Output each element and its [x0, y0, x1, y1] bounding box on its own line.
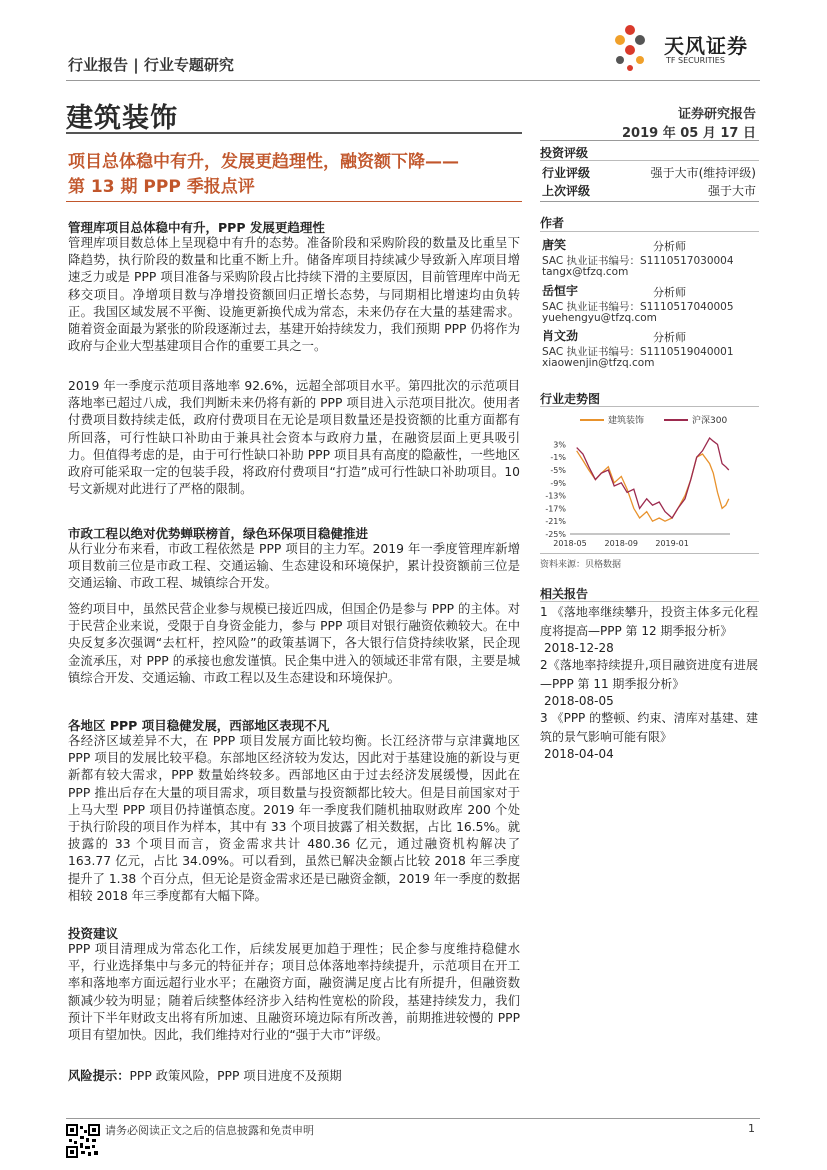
prev-rating-label: 上次评级	[542, 184, 591, 198]
paragraph: 从行业分布来看，市政工程依然是 PPP 项目的主力军。2019 年一季度管理库新增项目数前三位是市政工程、交通运输、生态建设和环境保护，累计投资额前三位是交通运输、市政工程、城镇综合开发。	[68, 542, 520, 591]
sidebar-divider	[540, 553, 759, 554]
author-email[interactable]: xiaowenjin@tfzq.com	[542, 357, 655, 369]
related-report[interactable]: 2《落地率持续提升,项目融资进度有进展—PPP 第 11 期季报分析》	[540, 658, 758, 691]
author-cert: SAC 执业证书编号：S1110517030004	[542, 255, 734, 267]
sidebar-divider	[540, 406, 759, 407]
section-heading: 各地区 PPP 项目稳健发展，西部地区表现不凡	[68, 718, 330, 733]
author-cert: SAC 执业证书编号：S1110517040005	[542, 301, 734, 313]
author-name: 肖文劲	[542, 329, 579, 343]
logo-text: 天风证券	[664, 34, 748, 58]
sidebar-divider	[540, 231, 759, 232]
rating-label: 行业评级	[542, 166, 591, 180]
y-tick-label: -1%	[550, 453, 566, 463]
author-name: 唐笑	[542, 238, 567, 252]
risk-note	[68, 1068, 520, 1085]
risk-text: PPP 政策风险，PPP 项目进度不及预期	[129, 1069, 342, 1083]
author-role: 分析师	[653, 286, 686, 299]
author-role: 分析师	[653, 240, 686, 253]
author-role: 分析师	[653, 331, 686, 344]
sector-title: 建筑装饰	[66, 103, 178, 134]
legend-label: 建筑装饰	[608, 416, 645, 426]
x-tick-label: 2018-09	[604, 539, 638, 548]
paragraph: PPP 项目清理成为常态化工作，后续发展更加趋于理性；民企参与度维持稳健水平，行业选择集中与多元的特征并存；项目总体落地率持续提升，示范项目在开工率和落地率方面远超行业水平；在融资方面，融资满足度占比有所提升，但融资数额减少较为明显；随着后续整体经济步入结构性宽松的阶段，基建持续发力，我们预计下半年财政支出将有所加速、且融资环境边际有所改善，前期推进较慢的 PPP 项目有望加快。因此，我们维持对行业的“强于大市”评级。	[68, 942, 520, 1043]
sidebar-divider	[540, 160, 759, 161]
paragraph: 管理库项目数总体上呈现稳中有升的态势。准备阶段和采购阶段的数量及比重呈下降趋势，执行阶段的数量和比重不断上升。储备库项目持续减少导致新入库项目增速乏力或是 PPP 项目准备与采购阶段占比持续下滑的主要原因，目前管理库中尚无移交项目。净增项目数与净增投资额回归正增长态势，与同期相比增速均由负转正。我国区域发展不平衡、设施更新换代成为常态，未来仍存在大量的基建需求。随着资金面最为紧张的阶段逐渐过去，基建开始持续发力，我们预期 PPP 仍将作为政府与企业大型基建项目合作的重要工具之一。	[68, 236, 520, 354]
section-body	[68, 733, 520, 905]
sidebar-divider	[540, 201, 759, 202]
section-body	[68, 235, 520, 355]
x-tick-label: 2018-05	[553, 539, 587, 548]
logo-text-en: TF SECURITIES	[666, 56, 725, 65]
footer-disclaimer: 请务必阅读正文之后的信息披露和免责申明	[105, 1124, 314, 1137]
report-title	[68, 150, 524, 200]
section-heading: 管理库项目总体稳中有升，PPP 发展更趋理性	[68, 220, 325, 235]
footer-divider	[66, 1118, 760, 1119]
author-name: 岳恒宇	[542, 284, 579, 298]
header-divider	[66, 80, 760, 81]
y-tick-label: -5%	[550, 466, 566, 475]
series-line	[577, 438, 729, 518]
sector-divider	[66, 132, 522, 134]
trend-header: 行业走势图	[540, 392, 601, 406]
y-tick-label: -9%	[550, 478, 566, 488]
section-body	[68, 941, 520, 1044]
related-report[interactable]: 1 《落地率继续攀升，投资主体多元化程度将提高—PPP 第 12 期季报分析》	[540, 605, 758, 638]
y-tick-label: -21%	[545, 517, 566, 527]
title-divider	[66, 201, 522, 202]
authors-header: 作者	[540, 216, 565, 230]
chart-source: 资料来源：贝格数据	[540, 560, 622, 570]
report-type: 证券研究报告	[677, 107, 756, 122]
report-title-line2: 第 13 期 PPP 季报点评	[68, 177, 255, 197]
y-tick-label: -17%	[545, 504, 566, 514]
author-cert: SAC 执业证书编号：S1110519040001	[542, 346, 734, 358]
y-tick-label: -13%	[545, 491, 566, 501]
sidebar-divider	[540, 601, 759, 602]
author-email[interactable]: yuehengyu@tfzq.com	[542, 312, 657, 324]
page-number: 1	[748, 1122, 755, 1135]
industry-trend-chart	[540, 410, 760, 550]
section-heading: 投资建议	[68, 926, 119, 941]
section-body	[68, 541, 520, 593]
author-email[interactable]: tangx@tfzq.com	[542, 266, 629, 278]
right-divider	[540, 140, 759, 141]
related-report-date: 2018-04-04	[544, 747, 614, 761]
related-report-date: 2018-08-05	[544, 694, 614, 708]
prev-rating-value: 强于大市	[707, 184, 756, 198]
paragraph: 各经济区域差异不大，在 PPP 项目发展方面比较均衡。长江经济带与京津冀地区 PPP 项目的发展比较平稳。东部地区经济较为发达，因此对于基建设施的新设与更新都有较大需求，PPP 数量始终较多。西部地区由于过去经济发展缓慢，因此在 PPP 推出后存在大量的项目需求，项目数量与投资额都比较大。但是目前国家对于上马大型 PPP 项目仍持谨慎态度。2019 年一季度我们随机抽取财政库 200 个处于执行阶段的项目作为样本，其中有 33 个项目披露了相关数据，占比 16.5%。就披露的 33 个项目而言，资金需求共计 480.36 亿元，通过融资机构解决了 163.77 亿元，占比 34.09%。可以看到，虽然已解决金额占比较 2018 年三季度提升了 1.38 个百分点，但无论是资金需求还是已融资金额，2019 年一季度的数据相较 2018 年三季度都有大幅下降。	[68, 734, 520, 903]
paragraph: 2019 年一季度示范项目落地率 92.6%，远超全部项目水平。第四批次的示范项目落地率已超过八成，我们判断未来仍将有新的 PPP 项目进入示范项目批次。使用者付费项目数持续走低，政府付费项目在无论是项目数量还是投资额的比重方面都有所回落，可行性缺口补助由于兼具社会资本与政府力量，在融资层面上更具吸引力。但值得考虑的是，由于可行性缺口补助 PPP 项目具有高度的隐蔽性，一些地区政府可能采取一定的包装手段，将政府付费项目“打造”成可行性缺口补助项目。10 号文新规对此进行了严格的限制。	[68, 379, 520, 497]
rating-header: 投资评级	[540, 146, 589, 160]
report-title-line1: 项目总体稳中有升，发展更趋理性，融资额下降——	[68, 152, 459, 172]
related-report[interactable]: 3 《PPP 的整顿、约束、清库对基建、建筑的景气影响可能有限》	[540, 711, 758, 744]
series-line	[577, 451, 729, 521]
risk-label: 风险提示：	[68, 1069, 130, 1083]
report-date: 2019 年 05 月 17 日	[622, 126, 756, 141]
related-report-date: 2018-12-28	[544, 641, 614, 655]
y-tick-label: 3%	[553, 440, 566, 450]
breadcrumb: 行业报告 | 行业专题研究	[68, 56, 234, 74]
related-header: 相关报告	[540, 587, 589, 601]
section-body	[68, 378, 520, 498]
qr-code-icon	[66, 1124, 100, 1158]
legend-label: 沪深300	[692, 416, 728, 426]
x-tick-label: 2019-01	[655, 539, 689, 548]
section-body	[68, 601, 520, 687]
y-tick-label: -25%	[545, 530, 566, 539]
section-heading: 市政工程以绝对优势蝉联榜首，绿色环保项目稳健推进	[68, 526, 369, 541]
rating-value: 强于大市(维持评级)	[650, 166, 756, 180]
paragraph: 签约项目中，虽然民营企业参与规模已接近四成，但国企仍是参与 PPP 的主体。对于民营企业来说，受限于自身资金能力，参与 PPP 项目对银行融资依赖较大。在中央反复多次强调“去杠杆，控风险”的政策基调下，各大银行信贷持续收紧，民企现金流承压，对 PPP 的承接也愈发谨慎。民企集中进入的领域还非常有限，主要是城镇综合开发、交通运输、市政工程以及生态建设和环境保护。	[68, 602, 520, 685]
